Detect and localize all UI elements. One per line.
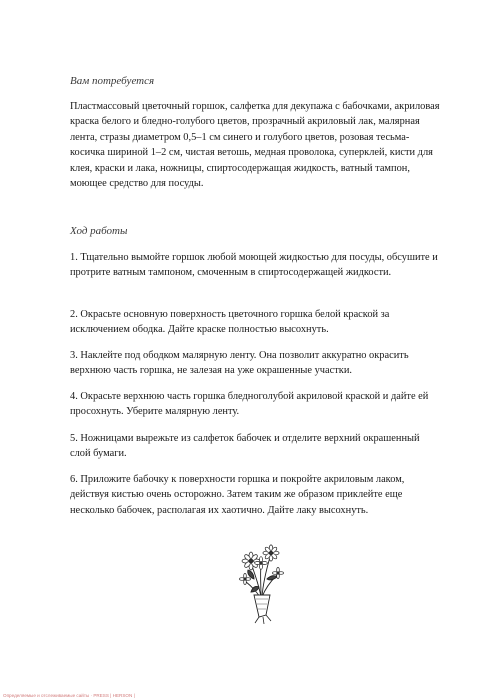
step-4: 4. Окрасьте верхнюю часть горшка бледноголубой акриловой краской и дайте ей просохнуть. Уберите малярную ленту. — [70, 391, 429, 418]
materials-heading: Вам потребуется — [70, 75, 155, 87]
footer-note: Определяемые и отслеживаемые сайты · PRESS | HERSON | — [3, 693, 135, 698]
procedure-heading: Ход работы — [70, 225, 128, 237]
step-1: 1. Тщательно вымойте горшок любой моющей жидкостью для посуды, обсушите и протрите ватным тампоном, смоченным в спиртосодержащей жидкости. — [70, 252, 438, 279]
materials-list: Пластмассовый цветочный горшок, салфетка для декупажа с бабочками, акриловая краска белого и бледно-голубого цветов, прозрачный акриловый лак, малярная лента, стразы диаметром 0,5–1 см синего и голубого цветов, розовая тесьма-косичка шириной 1–2 см, чистая ветошь, медная проволока, суперклей, кисти для клея, краски и лака, ножницы, спиртосодержащая жидкость, ватный тампон, моющее средство для посуды. — [70, 101, 440, 190]
step-5: 5. Ножницами вырежьте из салфеток бабочек и отделите верхний окрашенный слой бумаги. — [70, 433, 420, 460]
step-3: 3. Наклейте под ободком малярную ленту. Она позволит аккуратно окрасить верхнюю часть горшка, не залезая на уже окрашенные участки. — [70, 350, 409, 377]
step-2: 2. Окрасьте основную поверхность цветочного горшка белой краской за исключением ободка. Дайте краске полностью высохнуть. — [70, 309, 390, 336]
step-6: 6. Приложите бабочку к поверхности горшка и покройте акриловым лаком, действуя кистью очень осторожно. Затем таким же образом приклейте еще несколько бабочек, располагая их хаотично. Дайте лаку высохнуть. — [70, 474, 405, 516]
flower-bouquet-icon — [237, 535, 287, 625]
